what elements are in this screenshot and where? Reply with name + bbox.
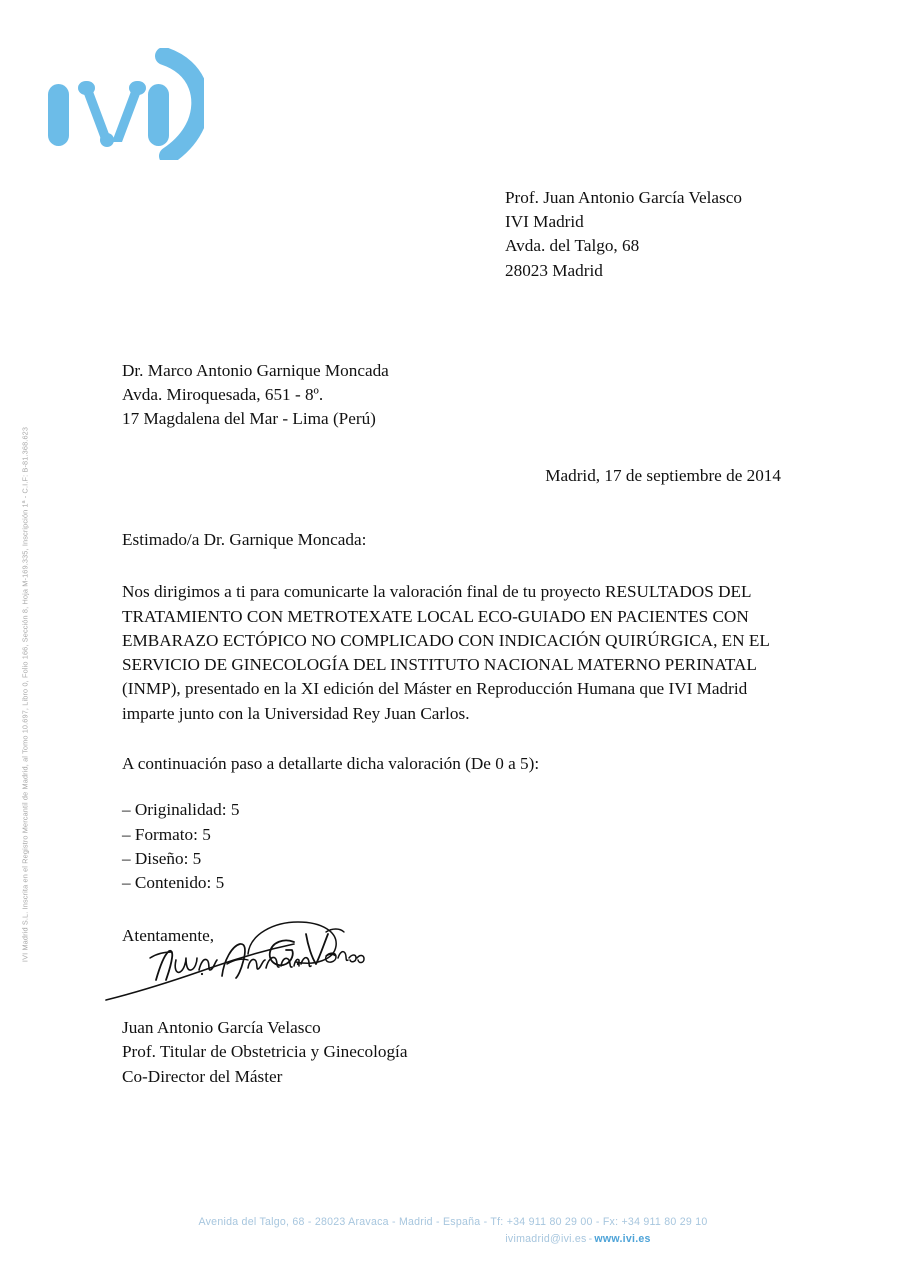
score-item-originalidad: – Originalidad: 5 xyxy=(122,800,240,820)
footer-separator: - xyxy=(588,1233,593,1245)
main-paragraph: Nos dirigimos a ti para comunicarte la valoración final de tu proyecto RESULTADOS DEL TRATAMIENTO CON METROTEXATE LOCAL ECO-GUIADO EN PACIENTES CON EMBARAZO ECTÓPICO NO COMPLICADO CON INDICACIÓN QUIRÚRGICA, EN EL SERVICIO DE GINECOLOGÍA DEL INSTITUTO NACIONAL MATERNO PERINATAL (INMP), presentado en la XI edición del Máster en Reproducción Humana que IVI Madrid imparte junto con la Universidad Rey Juan Carlos. xyxy=(122,582,770,723)
salutation: Estimado/a Dr. Garnique Moncada: xyxy=(122,530,367,549)
footer-contact xyxy=(0,1233,906,1245)
signature-name-block xyxy=(122,1016,407,1089)
signatory-role: Co-Director del Máster xyxy=(122,1066,283,1086)
letter-date: Madrid, 17 de septiembre de 2014 xyxy=(545,466,781,485)
signatory-title: Prof. Titular de Obstetricia y Ginecología xyxy=(122,1042,408,1062)
score-list xyxy=(122,798,782,895)
handwritten-signature-icon xyxy=(98,908,368,1008)
recipient-street: Avda. Miroquesada, 651 - 8º. xyxy=(122,385,324,405)
page-footer xyxy=(0,1216,906,1245)
sender-organization: IVI Madrid xyxy=(505,212,584,232)
footer-address: Avenida del Talgo, 68 - 28023 Aravaca - Madrid - España - Tf: +34 911 80 29 00 - Fx: +34 911 80 29 10 xyxy=(198,1216,708,1228)
ivi-logo xyxy=(44,48,204,160)
recipient-address-block xyxy=(122,359,389,432)
valuation-intro: A continuación paso a detallarte dicha valoración (De 0 a 5): xyxy=(122,754,540,774)
sender-name: Prof. Juan Antonio García Velasco xyxy=(505,188,742,207)
sender-address-block xyxy=(505,186,742,283)
letter-body xyxy=(122,528,782,948)
recipient-name: Dr. Marco Antonio Garnique Moncada xyxy=(122,361,389,380)
footer-email-link[interactable]: ivimadrid@ivi.es xyxy=(505,1233,587,1245)
sender-city: 28023 Madrid xyxy=(505,260,603,280)
score-item-formato: – Formato: 5 xyxy=(122,824,211,844)
signatory-name: Juan Antonio García Velasco xyxy=(122,1018,321,1037)
score-item-diseno: – Diseño: 5 xyxy=(122,848,202,868)
legal-registration-strip: IVI Madrid S.L. Inscrita en el Registro Mercantil de Madrid, al Tomo 10.697, Libro 0, Folio 166, Sección 8, Hoja M-169.335, Inscripción 1ª - C.I.F: B-81.368.623 xyxy=(20,426,30,963)
footer-website-link[interactable]: www.ivi.es xyxy=(594,1233,651,1245)
score-item-contenido: – Contenido: 5 xyxy=(122,873,225,893)
recipient-city: 17 Magdalena del Mar - Lima (Perú) xyxy=(122,409,376,429)
closing-salutation: Atentamente, xyxy=(122,925,215,945)
sender-street: Avda. del Talgo, 68 xyxy=(505,236,640,256)
